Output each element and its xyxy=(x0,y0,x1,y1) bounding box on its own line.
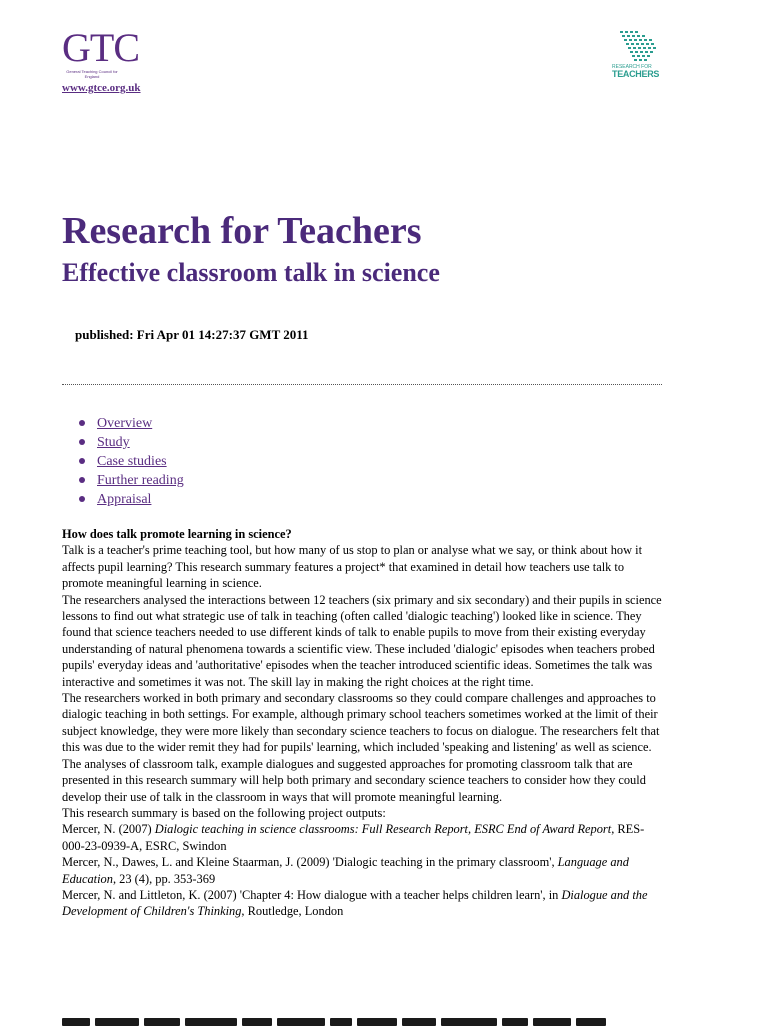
reference-item xyxy=(62,887,666,920)
reference-text: , 23 (4), pp. 353-369 xyxy=(112,871,216,886)
nav-item-overview xyxy=(62,414,184,433)
reference-item xyxy=(62,821,666,854)
nav-item-further-reading xyxy=(62,471,184,490)
page-title: Research for Teachers xyxy=(62,210,422,252)
nav-item-study xyxy=(62,433,184,452)
bullet-icon xyxy=(79,458,85,464)
page-subtitle: Effective classroom talk in science xyxy=(62,258,440,287)
bullet-icon xyxy=(79,439,85,445)
nav-link-study[interactable]: Study xyxy=(97,435,130,450)
nav-link-case-studies[interactable]: Case studies xyxy=(97,454,167,469)
research-for-teachers-logo xyxy=(612,30,668,80)
paragraph: The analyses of classroom talk, example dialogues and suggested approaches for promoting classroom talk that are presented in this research summary will help both primary and secondary science teachers to consider how they could develop their use of talk in the classroom in ways that will promote meaningful learning. xyxy=(62,756,646,804)
reference-text: Mercer, N., Dawes, L. and Kleine Staarman, J. (2009) 'Dialogic teaching in the primary classroom', xyxy=(62,855,558,870)
nav-link-further-reading[interactable]: Further reading xyxy=(97,473,184,488)
nav-link-appraisal[interactable]: Appraisal xyxy=(97,492,152,507)
paragraph: The researchers worked in both primary and secondary classrooms so they could compare challenges and approaches to dialogic teaching in both settings. For example, although primary school teachers sometimes worked at the limit of their subject knowledge, they were more likely than secondary science teachers to focus on dialogue. The researchers felt that this was due to the wider remit they had for pupils' learning, which included 'speaking and listening' as well as science. xyxy=(62,691,660,755)
bullet-icon xyxy=(79,420,85,426)
nav-item-appraisal xyxy=(62,490,184,509)
dotted-grid-icon xyxy=(612,30,668,64)
paragraph: Talk is a teacher's prime teaching tool, but how many of us stop to plan or analyse what we say, or think about how it affects pupil learning? This research summary features a project* that examined in detail how teachers use talk to promote meaningful learning in science. xyxy=(62,543,643,591)
reference-text: Mercer, N. and Littleton, K. (2007) 'Chapter 4: How dialogue with a teacher helps children learn', in xyxy=(62,887,562,902)
reference-text: , RES-000-23-0939-A, ESRC, Swindon xyxy=(62,822,645,853)
rft-logo-line1: RESEARCH FOR xyxy=(612,64,652,70)
nav-item-case-studies xyxy=(62,452,184,471)
bullet-icon xyxy=(79,477,85,483)
bullet-icon xyxy=(79,496,85,502)
rft-logo-line2: TEACHERS xyxy=(612,69,660,79)
divider xyxy=(62,384,662,385)
reference-item xyxy=(62,854,666,887)
reference-title: Dialogic teaching in science classrooms: Full Research Report, ESRC End of Award Report xyxy=(154,822,612,837)
reference-title: Language and Education xyxy=(62,855,629,886)
article-body xyxy=(62,526,666,920)
paragraph: This research summary is based on the following project outputs: xyxy=(62,805,386,820)
section-nav xyxy=(62,414,184,509)
site-link[interactable]: www.gtce.org.uk xyxy=(62,82,141,94)
nav-link-overview[interactable]: Overview xyxy=(97,416,153,431)
gtc-logo xyxy=(62,25,139,84)
reference-text: , Routledge, London xyxy=(241,904,344,919)
gtc-logo-letters: GTC xyxy=(62,25,139,70)
published-date: published: Fri Apr 01 14:27:37 GMT 2011 xyxy=(75,327,309,342)
reference-title: Dialogue and the Development of Children's Thinking xyxy=(62,887,648,919)
reference-text: Mercer, N. (2007) xyxy=(62,822,155,837)
paragraph: The researchers analysed the interactions between 12 teachers (six primary and six secondary) and their pupils in science lessons to find out what strategic use of talk in teaching (often called 'dialogic teaching') looked like in science. They found that science teachers needed to use different kinds of talk to enable pupils to move from their existing everyday understanding of natural phenomena towards a scientific view. These included 'dialogic' episodes when teachers probed pupils' everyday ideas and 'authoritative' episodes when the teacher introduced scientific ideas. Sometimes the talk was interactive and sometimes it was not. The skill lay in making the right choices at the right time. xyxy=(62,592,662,689)
gtc-logo-subtitle: General Teaching Council for England xyxy=(66,69,118,79)
section-heading: How does talk promote learning in science? xyxy=(62,527,292,541)
